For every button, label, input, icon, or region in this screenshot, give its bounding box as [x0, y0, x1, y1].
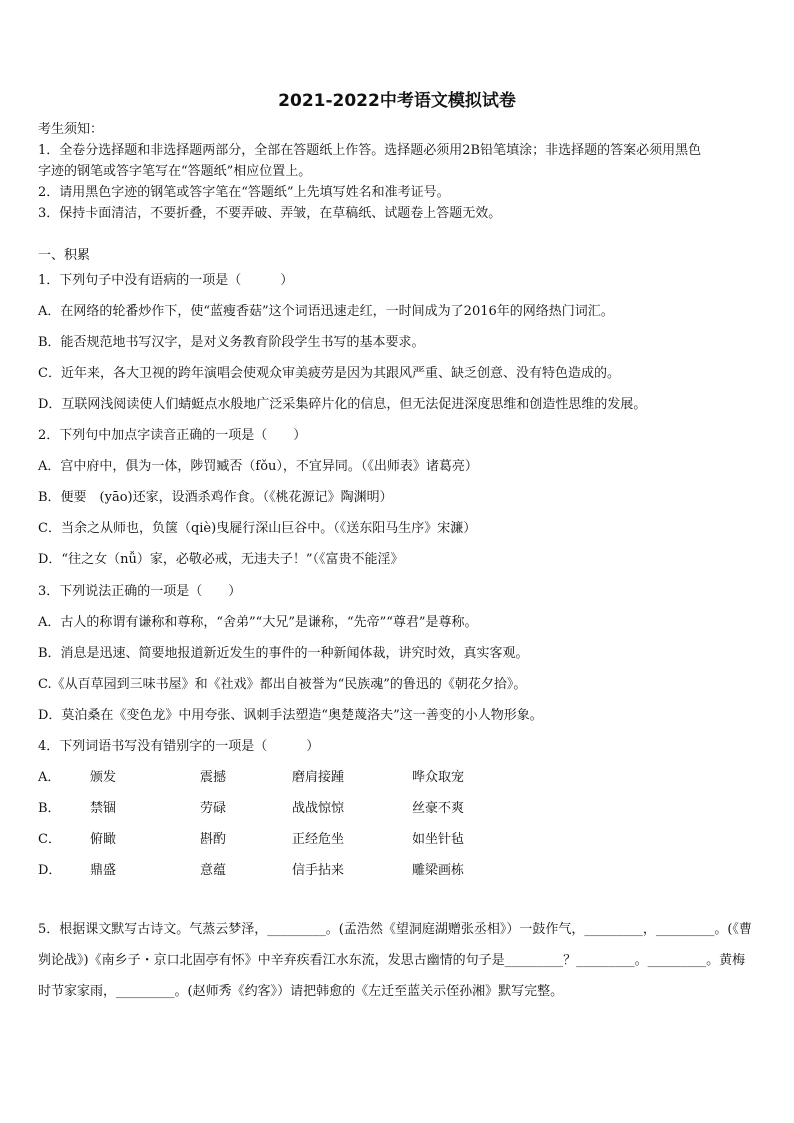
question-stem: 1．下列句子中没有语病的一项是（ ） [38, 273, 294, 288]
word: 信手拈来 [292, 863, 345, 878]
word: 禁锢 [90, 801, 117, 816]
option-c: C.《从百草园到三味书屋》和《社戏》都出自被誉为“民族魂”的鲁迅的《朝花夕拾》。 [38, 677, 527, 692]
option-a: A．在网络的轮番炒作下，使“蓝瘦香菇”这个词语迅速走红，一时间成为了2016年的网络热门词汇。 [38, 304, 614, 319]
word: 磨肩接踵 [292, 770, 345, 785]
notice-heading: 考生须知： [38, 122, 104, 137]
option-a: A．宫中府中，俱为一体，陟罚臧否（fǒu），不宜异同。（《出师表》诸葛亮） [38, 459, 478, 474]
option-a: A．古人的称谓有谦称和尊称，“舍弟”“大兄”是谦称，“先帝”“尊君”是尊称。 [38, 615, 478, 630]
word-option-row [38, 799, 532, 819]
option-b: B．便要 (yāo)还家，设酒杀鸡作食。（《桃花源记》陶渊明） [38, 490, 393, 505]
option-letter: A． [38, 770, 61, 785]
option-c: C．近年来，各大卫视的跨年演唱会使观众审美疲劳是因为其跟风严重、缺乏创意、没有特色造成的。 [38, 366, 620, 381]
word: 颁发 [90, 770, 117, 785]
option-d: D．互联网浅阅读使人们蜻蜓点水般地广泛采集碎片化的信息，但无法促进深度思维和创造性思维的发展。 [38, 397, 647, 412]
notice-item: 3．保持卡面清洁，不要折叠，不要弄破、弄皱，在草稿纸、试题卷上答题无效。 [38, 206, 502, 221]
word-option-row [38, 861, 532, 881]
word-option-row [38, 768, 532, 788]
option-b: B．消息是迅速、简要地报道新近发生的事件的一种新闻体裁，讲究时效，真实客观。 [38, 646, 529, 661]
option-letter: C． [38, 832, 61, 847]
question-5-text: 5．根据课文默写古诗文。气蒸云梦泽，_________。(孟浩然《望洞庭湖赠张丞相》）一鼓作气，_________，_________。(《曹刿论战》)《南乡子・京口北固亭有怀》中辛弃疾看江水东流，发思古幽情的句子是_________？_________。_________。黄梅时节家家雨，_________。(赵师秀《约客》）请把韩愈的《左迁至蓝关示侄孙湘》默写完整。 [38, 922, 752, 999]
notice-item: 字迹的钢笔或答字笔写在“答题纸”相应位置上。 [38, 164, 312, 179]
word: 如坐针毡 [412, 832, 465, 847]
word: 战战惊惊 [292, 801, 345, 816]
option-b: B．能否规范地书写汉字，是对义务教育阶段学生书写的基本要求。 [38, 335, 425, 350]
word: 鼎盛 [90, 863, 117, 878]
option-c: C．当余之从师也，负箧（qiè)曳屣行深山巨谷中。（《送东阳马生序》宋濂） [38, 521, 477, 536]
option-d: D．“往之女（nǚ）家，必敬必戒，无违夫子！”（《富贵不能淫》 [38, 552, 404, 567]
word: 震撼 [200, 770, 227, 785]
option-letter: D． [38, 863, 62, 878]
notice-item: 1．全卷分选择题和非选择题两部分，全部在答题纸上作答。选择题必须用2B铅笔填涂；非选择题的答案必须用黑色 [38, 143, 702, 158]
word: 雕梁画栋 [412, 863, 465, 878]
word: 俯瞰 [90, 832, 117, 847]
word: 丝豪不爽 [412, 801, 465, 816]
option-letter: B． [38, 801, 61, 816]
option-d: D．莫泊桑在《变色龙》中用夸张、讽刺手法塑造“奥楚蔑洛夫”这一善变的小人物形象。 [38, 708, 543, 723]
section-heading: 一、积累 [38, 248, 91, 263]
exam-title: 2021-2022中考语文模拟试卷 [278, 91, 516, 111]
word: 正经危坐 [292, 832, 345, 847]
word-option-row [38, 830, 532, 850]
word: 哗众取宠 [412, 770, 465, 785]
question-stem: 2．下列句中加点字读音正确的一项是（ ） [38, 428, 307, 443]
word: 斟酌 [200, 832, 227, 847]
notice-item: 2．请用黑色字迹的钢笔或答字笔在“答题纸”上先填写姓名和准考证号。 [38, 185, 450, 200]
word: 劳碌 [200, 801, 227, 816]
question-stem: 4．下列词语书写没有错别字的一项是（ ） [38, 739, 320, 754]
question-stem: 3．下列说法正确的一项是（ ） [38, 584, 242, 599]
word: 意蕴 [200, 863, 227, 878]
